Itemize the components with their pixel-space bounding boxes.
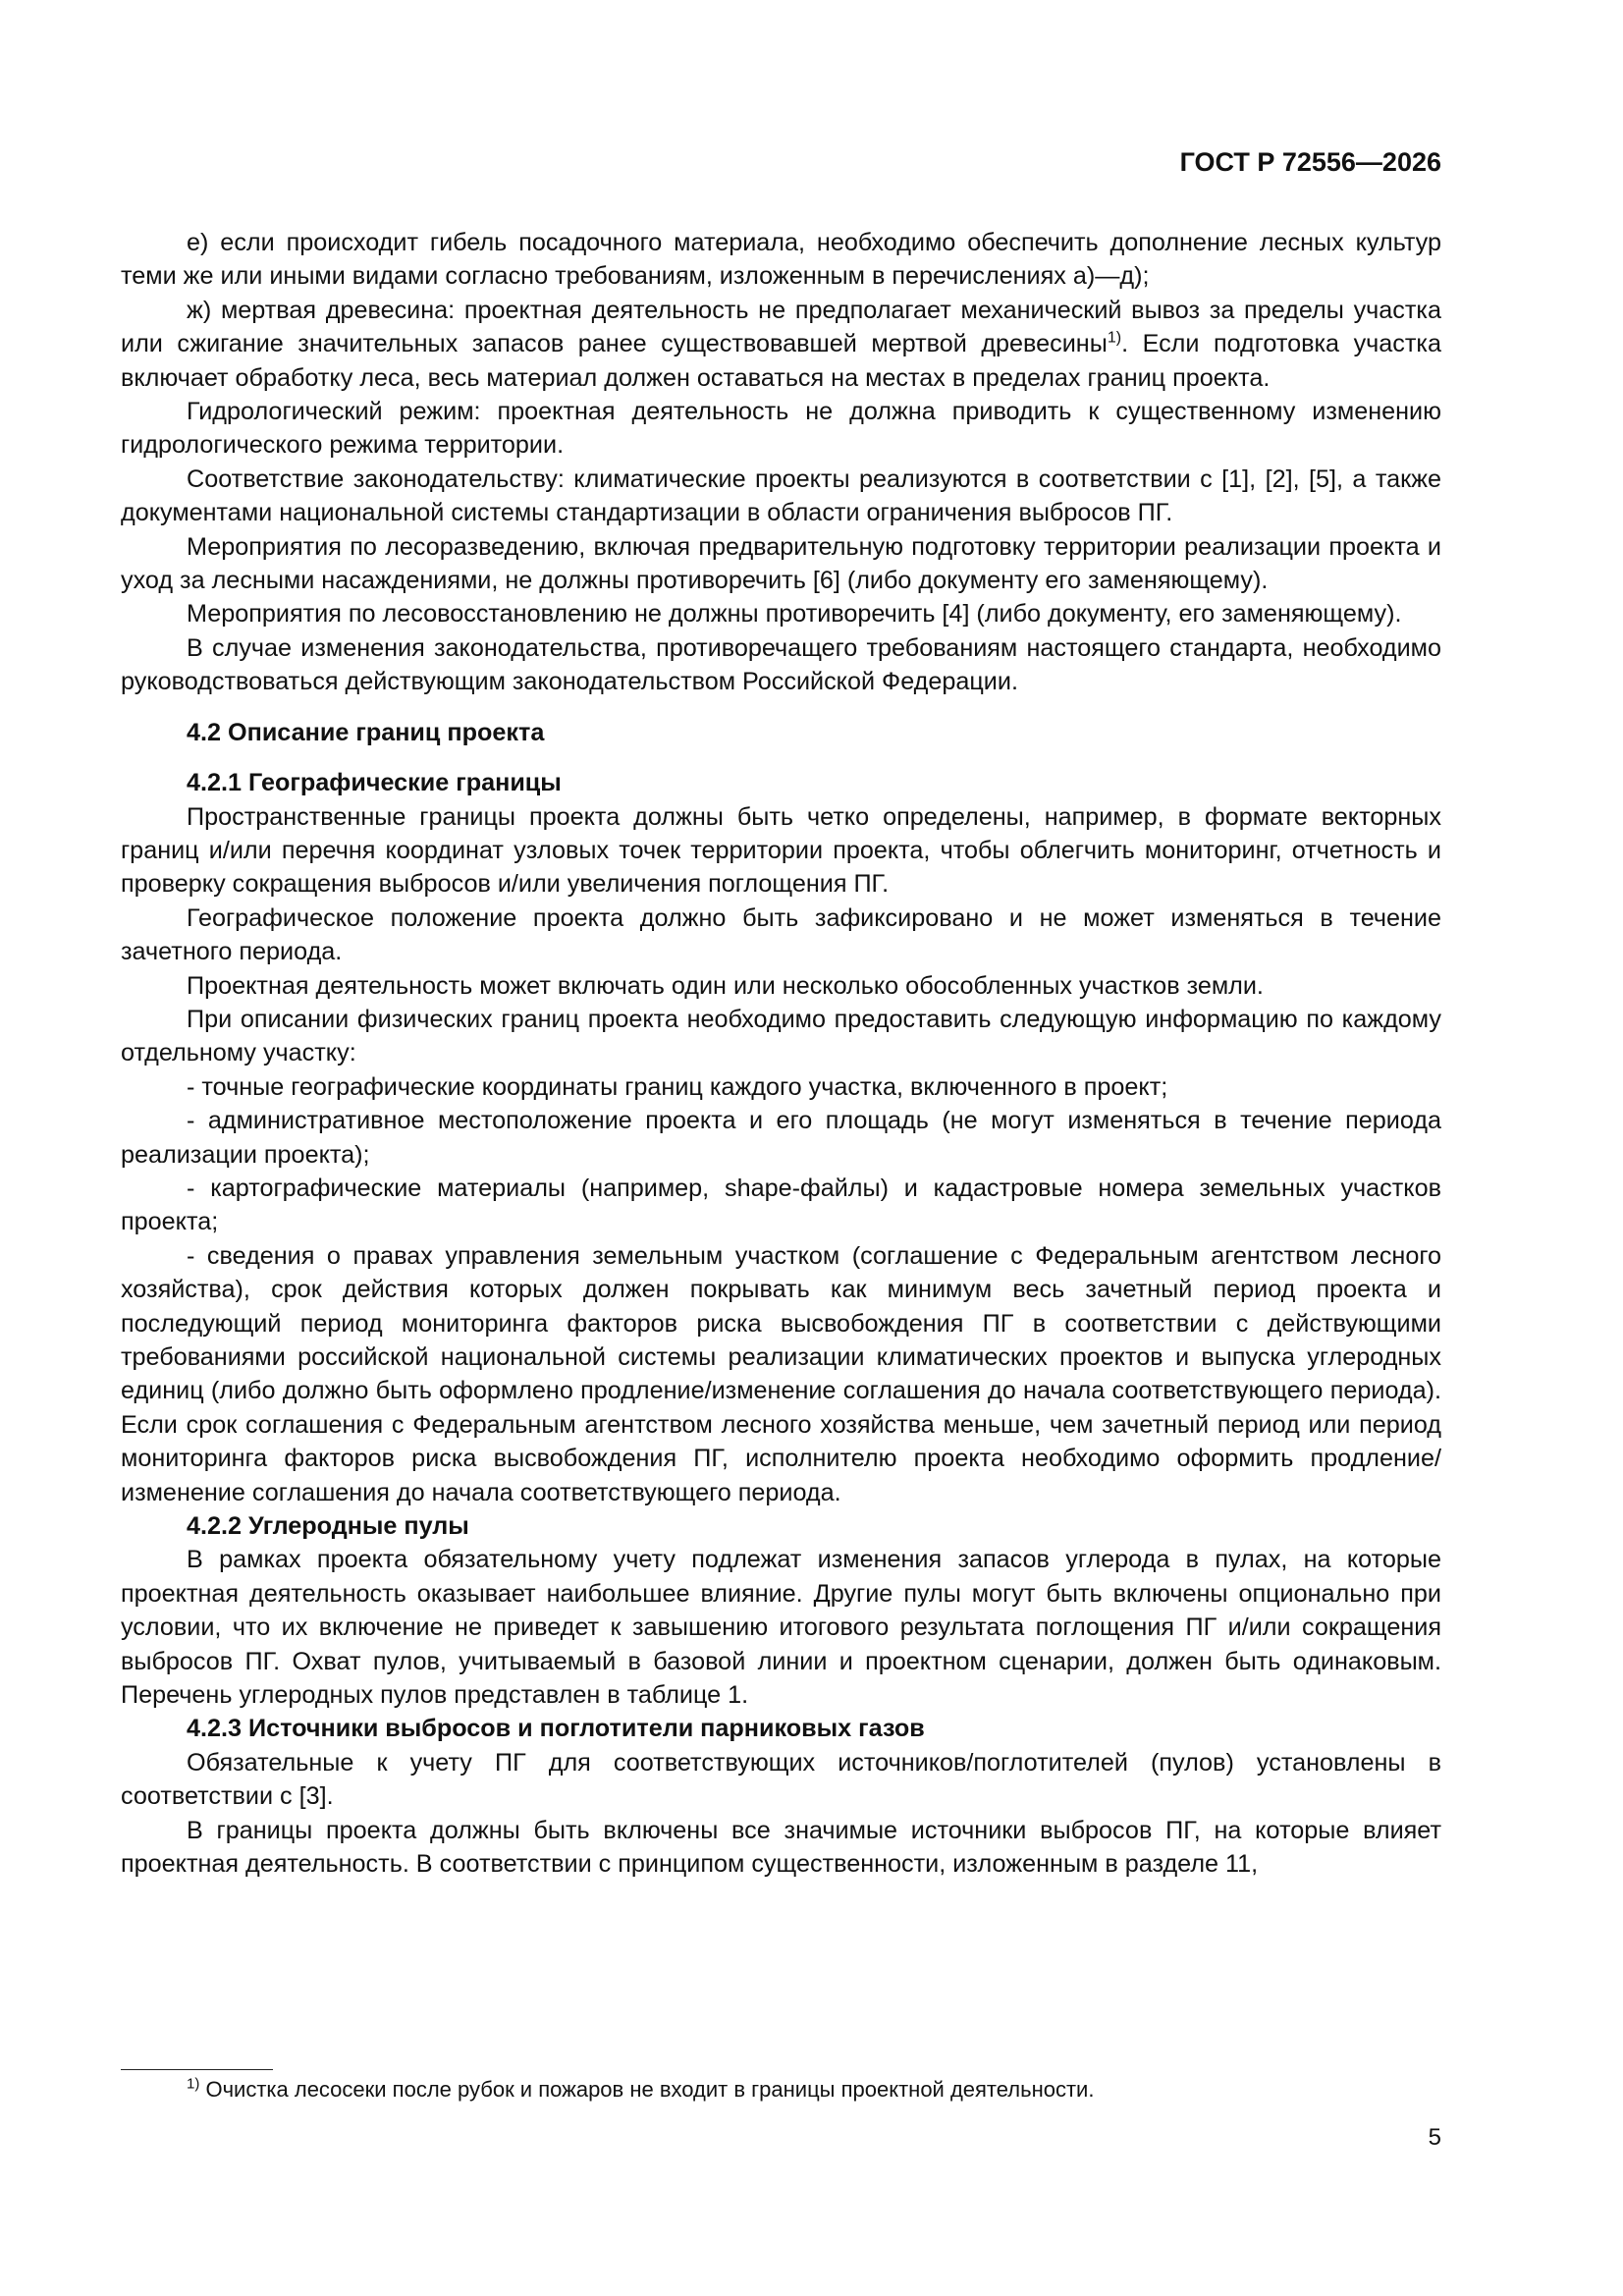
paragraph-text: ж) мертвая древесина: проектная деятельность не предполагает механический вывоз за пределы участка или сжигание значительных запасов ранее существовавшей мертвой древесины <box>121 296 1441 358</box>
paragraph: Соответствие законодательству: климатические проекты реализуются в соответствии с [1], [2], [5], а также документами национальной системы стандартизации в области ограничения выбросов ПГ. <box>121 465 1441 527</box>
paragraph: е) если происходит гибель посадочного материала, необходимо обеспечить дополнение лесных культур теми же или иными видами согласно требованиям, изложенным в перечислениях а)—д); <box>121 229 1441 291</box>
paragraph: Пространственные границы проекта должны быть четко определены, например, в формате векторных границ и/или перечня координат узловых точек территории проекта, чтобы облегчить мониторинг, отчетность и проверку сокращения выбросов и/или увеличения поглощения ПГ. <box>121 802 1441 899</box>
footnote <box>187 2077 1094 2103</box>
paragraph: Обязательные к учету ПГ для соответствующих источников/поглотителей (пулов) установлены в соответствии с [3]. <box>121 1748 1441 1811</box>
footnote-text: Очистка лесосеки после рубок и пожаров не входит в границы проектной деятельности. <box>199 2077 1095 2102</box>
footnote-divider <box>121 2069 273 2070</box>
page-body <box>121 226 1441 1882</box>
subsection-heading: 4.2.2 Углеродные пулы <box>187 1512 469 1541</box>
page-number: 5 <box>1428 2124 1441 2151</box>
paragraph: При описании физических границ проекта необходимо предоставить следующую информацию по каждому отдельному участку: <box>121 1005 1441 1067</box>
list-item: - административное местоположение проекта и его площадь (не могут изменяться в течение периода реализации проекта); <box>121 1107 1441 1169</box>
paragraph: В границы проекта должны быть включены все значимые источники выбросов ПГ, на которые влияет проектная деятельность. В соответствии с принципом существенности, изложенным в разделе 11, <box>121 1816 1441 1879</box>
list-item: - картографические материалы (например, shape-файлы) и кадастровые номера земельных участков проекта; <box>121 1174 1441 1236</box>
paragraph: Географическое положение проекта должно быть зафиксировано и не может изменяться в течение зачетного периода. <box>121 903 1441 966</box>
footnote-mark: 1) <box>187 2075 200 2093</box>
paragraph: Мероприятия по лесовосстановлению не должны противоречить [4] (либо документу, его заменяющему). <box>187 600 1402 629</box>
subsection-heading: 4.2.3 Источники выбросов и поглотители парниковых газов <box>187 1715 925 1743</box>
list-item: - сведения о правах управления земельным участком (соглашение с Федеральным агентством лесного хозяйства), срок действия которых должен покрывать как минимум весь зачетный период проекта и последующий период мониторинга факторов риска высвобождения ПГ в соответствии с действующими требованиями российской национальной системы реализации климатических проектов и выпуска углеродных единиц (либо должно быть оформлено продление/изменение соглашения до начала соответствующего периода). Если срок соглашения с Федеральным агентством лесного хозяйства меньше, чем зачетный период или период мониторинга факторов риска высвобождения ПГ, исполнителю проекта необходимо оформить продление/изменение соглашения до начала соответствующего периода. <box>121 1241 1441 1506</box>
paragraph: Проектная деятельность может включать один или несколько обособленных участков земли. <box>187 971 1264 1000</box>
paragraph: Мероприятия по лесоразведению, включая предварительную подготовку территории реализации проекта и уход за лесными насаждениями, не должны противоречить [6] (либо документу его заменяющему). <box>121 532 1441 595</box>
list-item: - точные географические координаты границ каждого участка, включенного в проект; <box>187 1072 1168 1101</box>
subsection-heading: 4.2.1 Географические границы <box>187 769 562 797</box>
footnote-ref: 1) <box>1107 329 1122 347</box>
paragraph: Гидрологический режим: проектная деятельность не должна приводить к существенному изменению гидрологического режима территории. <box>121 398 1441 460</box>
document-code: ГОСТ Р 72556—2026 <box>1179 147 1441 177</box>
paragraph: В случае изменения законодательства, противоречащего требованиям настоящего стандарта, необходимо руководствоваться действующим законодательством Российской Федерации. <box>121 633 1441 696</box>
paragraph-text: . Если подготовка участка включает обработку леса, весь материал должен оставаться на местах в пределах границ проекта. <box>121 330 1442 392</box>
section-heading: 4.2 Описание границ проекта <box>187 718 545 746</box>
paragraph: В рамках проекта обязательному учету подлежат изменения запасов углерода в пулах, на которые проектная деятельность оказывает наибольшее влияние. Другие пулы могут быть включены опционально при условии, что их включение не приведет к завышению итогового результата поглощения ПГ и/или сокращения выбросов ПГ. Охват пулов, учитываемый в базовой линии и проектном сценарии, должен быть одинаковым. Перечень углеродных пулов представлен в таблице 1. <box>121 1546 1441 1710</box>
paragraph-with-footnote <box>121 294 1441 395</box>
